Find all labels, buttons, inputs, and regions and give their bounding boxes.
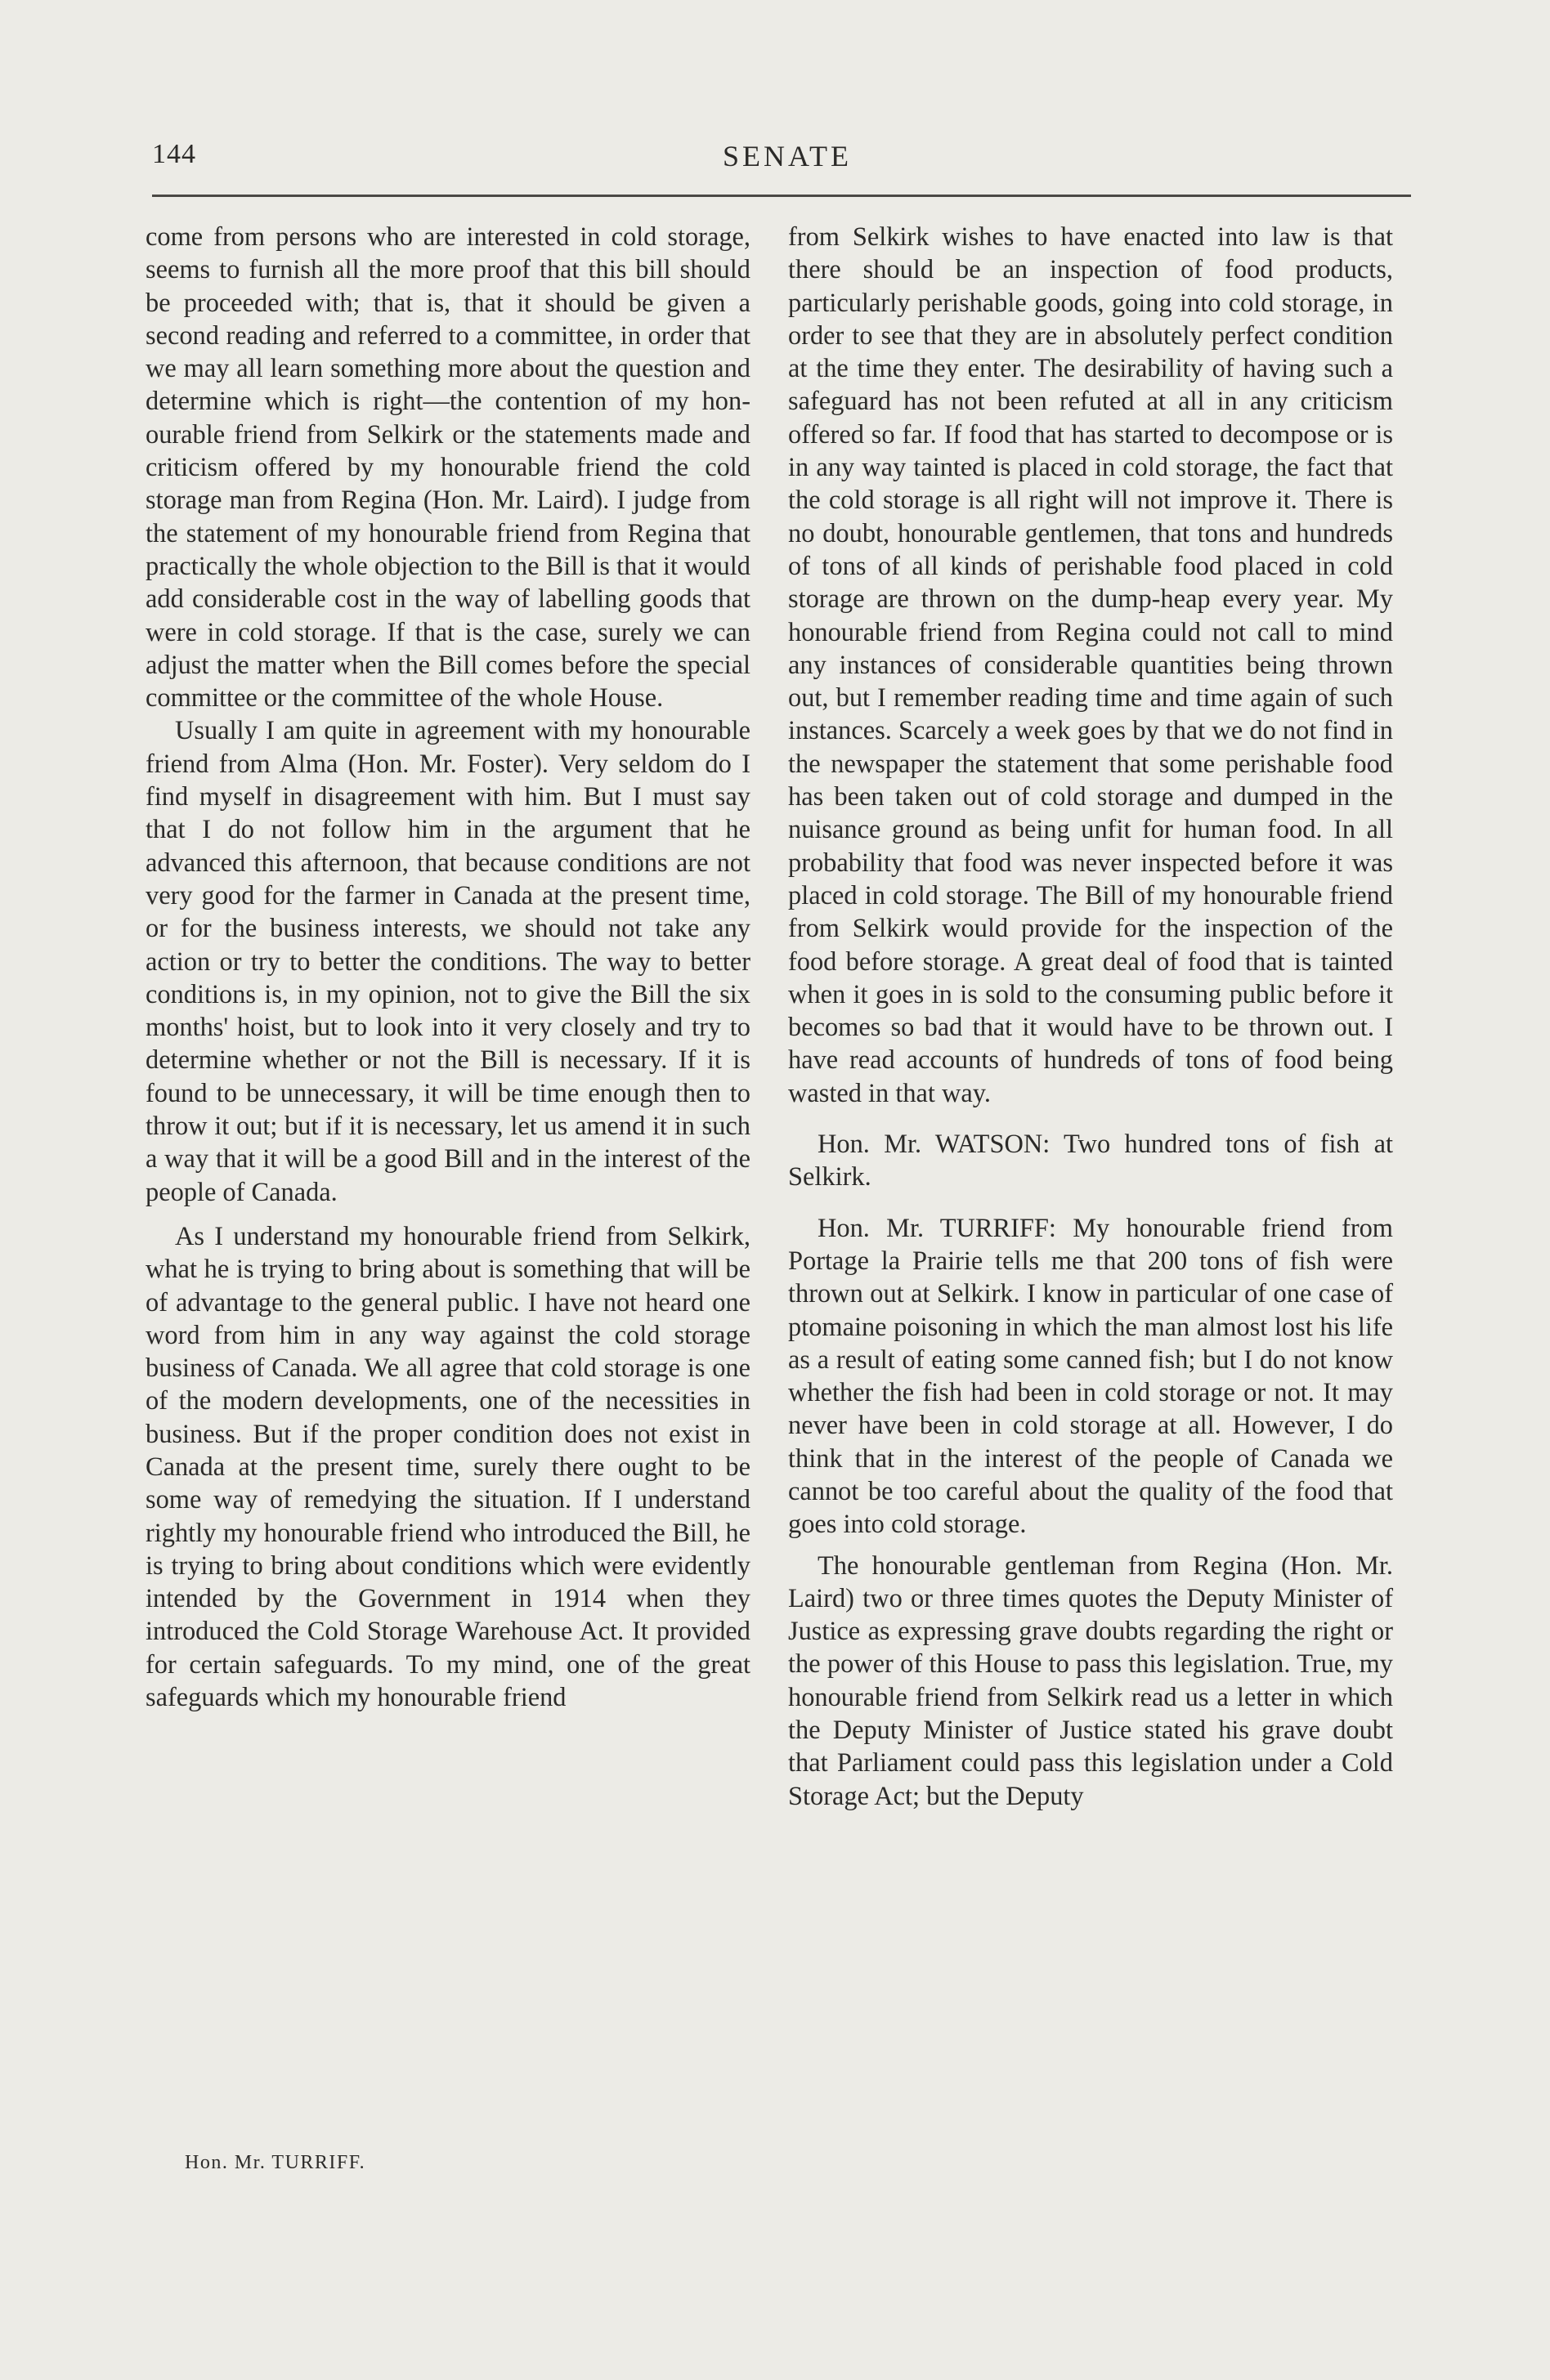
left-paragraph-2: Usually I am quite in agreement with my honourable friend from Alma (Hon. Mr. Foster). Very seldom do I find myself in disagreement with him. But I must say that I do not follow him in the argument that he advanced this afternoon, that because conditions are not very good for the farmer in Canada at the present time, or for the business interests, we should not take any action or try to better the conditions. The way to better conditions is, in my opinion, not to give the Bill the six months' hoist, but to look into it very closely and try to determine whether or not the Bill is necessary. If it is found to be unnecessary, it will be time enough then to throw it out; but if it is necessary, let us amend it in such a way that it will be a good Bill and in the interest of the people of Canada. [146, 716, 750, 1207]
right-paragraph-4: The honourable gentleman from Regina (Hon. Mr. Laird) two or three times quotes the Deputy Minister of Justice as expressing grave doubts regarding the right or the power of this House to pass this legislation. True, my honourable friend from Selkirk read us a letter in which the Deputy Minister of Justice stated his grave doubt that Parliament could pass this legislation under a Cold Storage Act; but the Deputy [788, 1550, 1393, 1811]
left-paragraph-1: come from persons who are interested in cold storage, seems to furnish all the more proof that this bill should be proceeded with; that is, that it should be given a second reading and referred to a committee, in order that we may all learn something more about the question and determine which is right—the contention of my honourable friend from Selkirk or the statements made and criticism offered by my honourable friend the cold storage man from Regina (Hon. Mr. Laird). I judge from the statement of my honourable friend from Regina that practically the whole objection to the Bill is that it would add considerable cost in the way of labelling goods that were in cold storage. If that is the case, surely we can adjust the matter when the Bill comes before the special committee or the committee of the whole House. [146, 222, 750, 714]
right-paragraph-1: from Selkirk wishes to have enacted into law is that there should be an inspection of food products, particularly perishable goods, going into cold storage, in order to see that they are in absolutely perfect condition at the time they enter. The desirability of having such a safeguard has not been refuted at all in any criticism offered so far. If food that has started to decompose or is in any way tainted is placed in cold storage, the fact that the cold storage is all right will not improve it. There is no doubt, honourable gentlemen, that tons and hundreds of tons of all kinds of perishable food placed in cold storage are thrown on the dump-heap every year. My honourable friend from Regina could not call to mind any instances of considerable quantities being thrown out, but I remember reading time and time again of such instances. Scarcely a week goes by that we do not find in the newspaper the statement that some perishable food has been taken out of cold storage and dumped in the nuisance ground as being unfit for human food. In all probability that food was never inspected before it was placed in cold storage. The Bill of my honourable friend from Selkirk would provide for the inspection of the food before storage. A great deal of food that is tainted when it goes in is sold to the consuming public before it becomes so bad that it would have to be thrown out. I have read accounts of hundreds of tons of food being wasted in that way. [788, 222, 1393, 1108]
right-paragraph-3: Hon. Mr. TURRIFF: My honourable friend from Portage la Prairie tells me that 200 tons of fish were thrown out at Selkirk. I know in particular of one case of ptomaine poisoning in which the man almost lost his life as a result of eating some canned fish; but I do not know whether the fish had been in cold storage or not. It may never have been in cold storage at all. However, I do think that in the interest of the people of Canada we cannot be too careful about the quality of the food that goes into cold storage. [788, 1213, 1393, 1540]
left-column [146, 221, 750, 1714]
speaker-footer-label: Hon. Mr. TURRIFF. [185, 2152, 366, 2173]
left-paragraph-3: As I understand my honourable friend from Selkirk, what he is trying to bring about is something that will be of advantage to the general public. I have not heard one word from him in any way against the cold storage business of Canada. We all agree that cold storage is one of the modern developments, one of the necessities in business. But if the proper condition does not exist in Canada at the present time, surely there ought to be some way of remedying the situation. If I understand rightly my honourable friend who introduced the Bill, he is trying to bring about conditions which were evidently intended by the Government in 1914 when they introduced the Cold Storage Warehouse Act. It provided for certain safeguards. To my mind, one of the great safeguards which my honourable friend [146, 1221, 750, 1713]
right-paragraph-2: Hon. Mr. WATSON: Two hundred tons of fish at Selkirk. [788, 1130, 1393, 1192]
header-rule [152, 195, 1411, 197]
running-head: SENATE [723, 140, 852, 172]
page-number: 144 [152, 139, 196, 169]
right-column [788, 221, 1393, 1813]
